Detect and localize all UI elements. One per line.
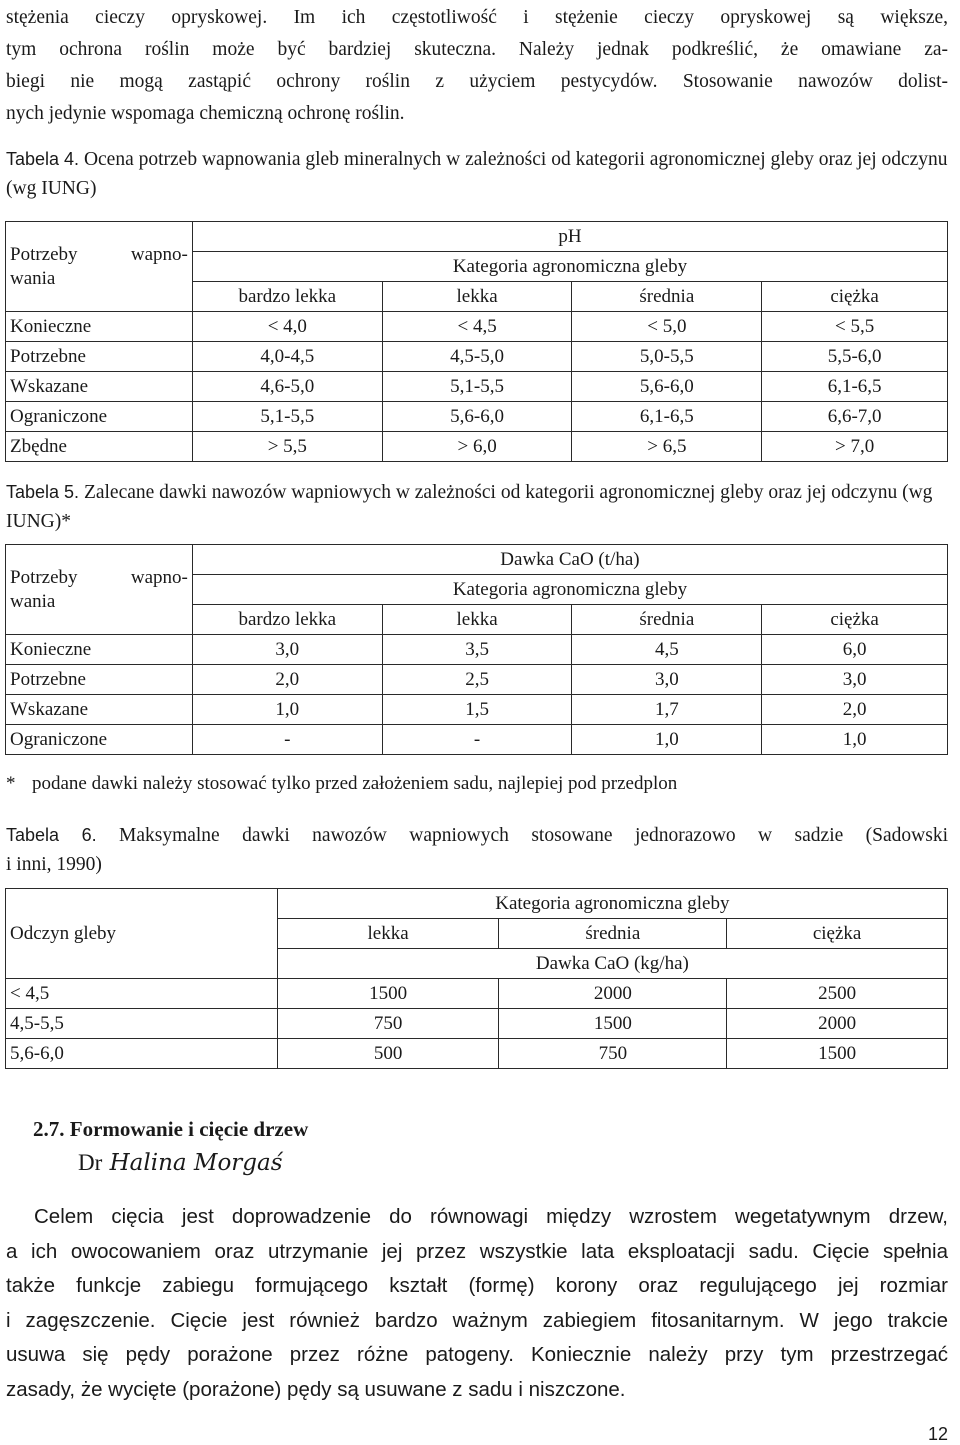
section-title: Formowanie i cięcie drzew [69, 1117, 309, 1141]
section-heading [33, 1117, 308, 1142]
table-cell: > 6,0 [382, 432, 572, 462]
row-label: Potrzebne [6, 665, 193, 695]
table-cell: < 5,0 [572, 312, 762, 342]
table6-label: Tabela 6. [6, 825, 97, 845]
table-cell: < 4,0 [192, 312, 382, 342]
table5-first-header: Potrzeby wapno- wania [6, 545, 193, 635]
table-row [6, 695, 948, 725]
column-header: lekka [277, 919, 499, 949]
column-header: lekka [382, 605, 572, 635]
table-cell: 2000 [499, 979, 727, 1009]
table-cell: 750 [277, 1009, 499, 1039]
body-line: Celem cięcia jest doprowadzenie do równowagi między wzrostem wegetatywnym drzew, [34, 1205, 948, 1228]
row-label: Potrzebne [6, 342, 193, 372]
table-cell: 2000 [727, 1009, 948, 1039]
table-row [6, 1009, 948, 1039]
table-row [6, 312, 948, 342]
table5-group-header: Dawka CaO (t/ha) [192, 545, 947, 575]
row-label: Zbędne [6, 432, 193, 462]
row-label: 4,5-5,5 [6, 1009, 278, 1039]
table-cell: 3,0 [762, 665, 948, 695]
table-cell: 2,0 [762, 695, 948, 725]
table4-label: Tabela 4. [6, 149, 80, 169]
table-cell: 5,1-5,5 [382, 372, 572, 402]
table-cell: 1,0 [572, 725, 762, 755]
table6-caption-text-2: i inni, 1990) [6, 854, 102, 875]
table-cell: 1,7 [572, 695, 762, 725]
table5 [5, 544, 948, 755]
row-label: Wskazane [6, 695, 193, 725]
table-cell: 6,1-6,5 [762, 372, 948, 402]
row-label: Konieczne [6, 635, 193, 665]
table-cell: 6,0 [762, 635, 948, 665]
table-cell: 1500 [727, 1039, 948, 1069]
table-row [6, 665, 948, 695]
table6 [5, 888, 948, 1069]
table-cell: 6,1-6,5 [572, 402, 762, 432]
table4-caption-text: Ocena potrzeb wapnowania gleb mineralnych w zależności od kategorii agronomicznej gleby oraz jej odczynu (wg IUNG) [6, 149, 948, 199]
table4 [5, 221, 948, 462]
row-label: Wskazane [6, 372, 193, 402]
column-header: średnia [572, 282, 762, 312]
table-row [6, 1039, 948, 1069]
table4-group-header: pH [192, 222, 947, 252]
table-row [6, 979, 948, 1009]
table4-first-header: Potrzeby wapno- wania [6, 222, 193, 312]
table-cell: < 5,5 [762, 312, 948, 342]
table-cell: 750 [499, 1039, 727, 1069]
column-header: średnia [572, 605, 762, 635]
table-cell: 1,0 [192, 695, 382, 725]
column-header: bardzo lekka [192, 605, 382, 635]
table5-caption-text: Zalecane dawki nawozów wapniowych w zależności od kategorii agronomicznej gleby oraz jej odczynu (wg IUNG)* [6, 482, 933, 532]
table6-first-header: Odczyn gleby [6, 889, 278, 979]
body-line: zasady, że wycięte (porażone) pędy są usuwane z sadu i niszczone. [6, 1377, 626, 1401]
table5-sub-header: Kategoria agronomiczna gleby [192, 575, 947, 605]
intro-line: tym ochrona roślin może być bardziej skuteczna. Należy jednak podkreślić, że omawiane za- [6, 39, 948, 60]
table-cell: 5,5-6,0 [762, 342, 948, 372]
body-line: także funkcje zabiegu formującego kształt (formę) korony oraz regulującego jej rozmiar [6, 1274, 948, 1297]
table-cell: 4,0-4,5 [192, 342, 382, 372]
table5-label: Tabela 5. [6, 482, 80, 502]
body-line: a ich owocowaniem oraz utrzymanie jej przez wszystkie lata eksploatacji sadu. Cięcie spełnia [6, 1239, 948, 1263]
table-cell: 4,5 [572, 635, 762, 665]
footnote-text: podane dawki należy stosować tylko przed założeniem sadu, najlepiej pod przedplon [32, 773, 678, 794]
table-row [6, 635, 948, 665]
section-number: 2.7. [33, 1117, 65, 1141]
table-cell: 2500 [727, 979, 948, 1009]
column-header: ciężka [727, 919, 948, 949]
intro-line: stężenia cieczy opryskowej. Im ich częstotliwość i stężenie cieczy opryskowej są większe, [6, 7, 948, 28]
table-cell: < 4,5 [382, 312, 572, 342]
column-header: średnia [499, 919, 727, 949]
table-cell: > 6,5 [572, 432, 762, 462]
intro-line: biegi nie mogą zastąpić ochrony roślin z użyciem pestycydów. Stosowanie nawozów dolist- [6, 71, 948, 92]
section-author: Dr Halina Morgaś [78, 1150, 283, 1176]
table-cell: 6,6-7,0 [762, 402, 948, 432]
footnote-mark: * [6, 773, 16, 794]
column-header: ciężka [762, 282, 948, 312]
table-row [6, 402, 948, 432]
body-line: usuwa się pędy porażone przez różne patogeny. Koniecznie należy przy tym przestrzegać [6, 1343, 948, 1366]
table-cell: > 5,5 [192, 432, 382, 462]
table5-footnote [6, 770, 677, 798]
table-cell: 5,6-6,0 [572, 372, 762, 402]
column-header: lekka [382, 282, 572, 312]
table-row [6, 372, 948, 402]
table-cell: 5,1-5,5 [192, 402, 382, 432]
table-cell: 2,5 [382, 665, 572, 695]
row-label: Konieczne [6, 312, 193, 342]
row-label: Ograniczone [6, 402, 193, 432]
table-cell: 4,6-5,0 [192, 372, 382, 402]
table-row [6, 725, 948, 755]
table-cell: 500 [277, 1039, 499, 1069]
table-cell: 5,6-6,0 [382, 402, 572, 432]
row-label: Ograniczone [6, 725, 193, 755]
page-number: 12 [927, 1424, 948, 1444]
body-paragraph [6, 1200, 948, 1407]
intro-line: nych jedynie wspomaga chemiczną ochronę roślin. [6, 103, 405, 124]
table-cell: 1500 [277, 979, 499, 1009]
row-label: 5,6-6,0 [6, 1039, 278, 1069]
table4-sub-header: Kategoria agronomiczna gleby [192, 252, 947, 282]
table-cell: - [382, 725, 572, 755]
table-cell: 2,0 [192, 665, 382, 695]
table6-caption-text: Maksymalne dawki nawozów wapniowych stosowane jednorazowo w sadzie (Sadowski [118, 825, 948, 846]
table-row [6, 342, 948, 372]
row-label: < 4,5 [6, 979, 278, 1009]
table-cell: 5,0-5,5 [572, 342, 762, 372]
table-cell: 1500 [499, 1009, 727, 1039]
table4-caption [6, 145, 950, 203]
table-row [6, 432, 948, 462]
table5-caption [6, 478, 950, 536]
table-cell: 3,0 [192, 635, 382, 665]
table-cell: 3,5 [382, 635, 572, 665]
table-cell: > 7,0 [762, 432, 948, 462]
table6-group-header: Kategoria agronomiczna gleby [277, 889, 947, 919]
column-header: bardzo lekka [192, 282, 382, 312]
table6-unit-header: Dawka CaO (kg/ha) [277, 949, 947, 979]
table-cell: 1,5 [382, 695, 572, 725]
table-cell: 3,0 [572, 665, 762, 695]
table-cell: 4,5-5,0 [382, 342, 572, 372]
body-line: i zagęszczenie. Cięcie jest również bardzo ważnym zabiegiem fitosanitarnym. W jego trakcie [6, 1308, 948, 1332]
column-header: ciężka [762, 605, 948, 635]
table-cell: 1,0 [762, 725, 948, 755]
table-cell: - [192, 725, 382, 755]
